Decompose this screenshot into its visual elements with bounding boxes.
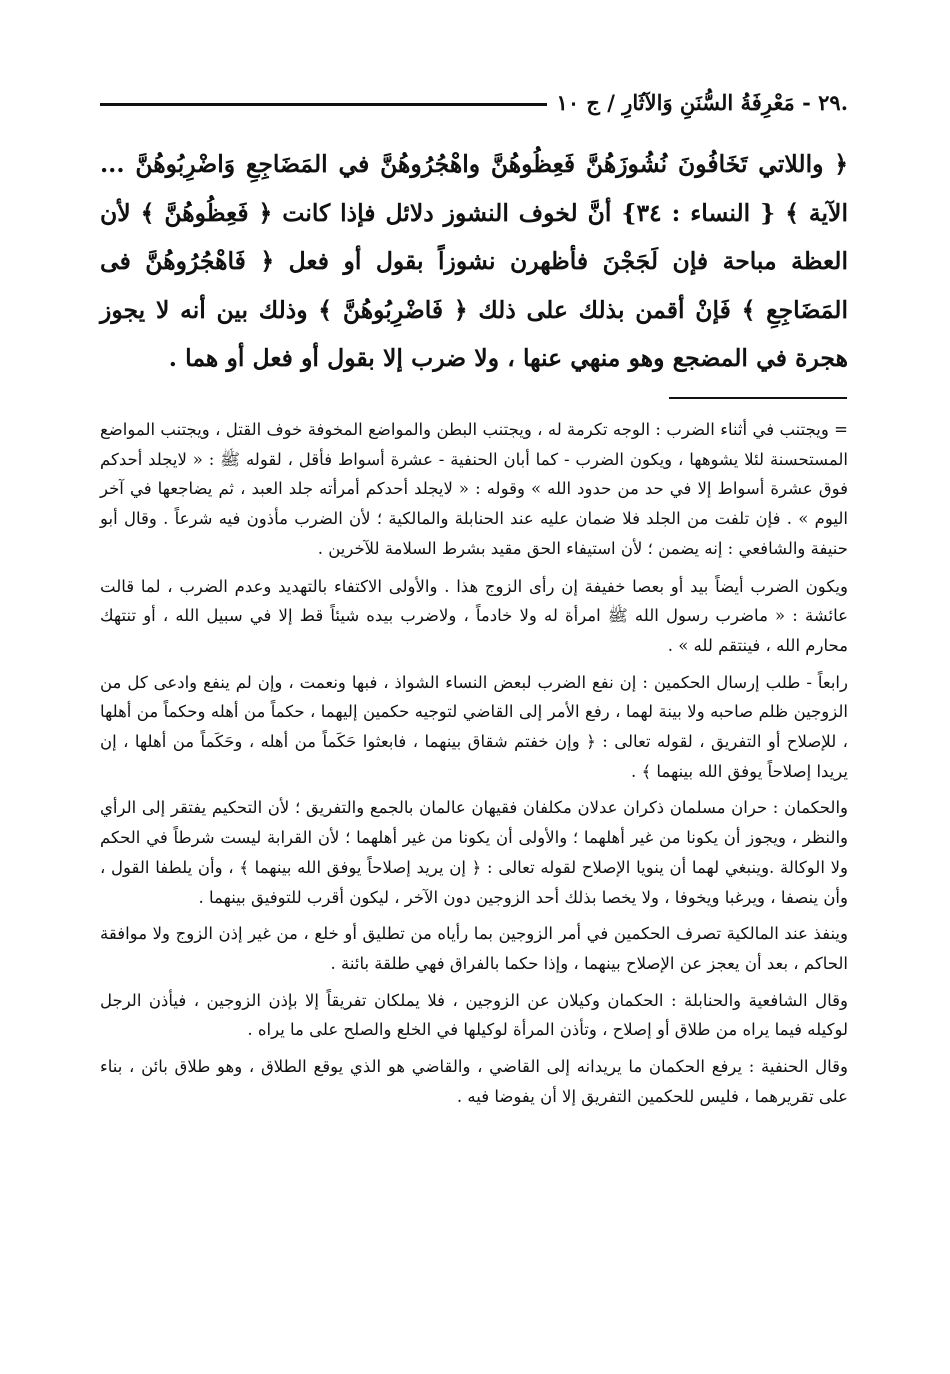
page-header <box>100 76 848 128</box>
footnote-section <box>100 415 848 1118</box>
footnote-paragraph: ويكون الضرب أيضاً بيد أو بعصا خفيفة إن رأى الزوج هذا . والأولى الاكتفاء بالتهديد وعدم الضرب ، لما قالت عائشة : « ماضرب رسول الله ﷺ امرأة له ولا خادماً ، ولاضرب بيده شيئاً قط إلا في سبيل الله ، أو تنتهك محارم الله ، فينتقم لله » . <box>100 576 848 655</box>
footnote-paragraph: رابعاً - طلب إرسال الحكمين : إن نفع الضرب لبعض النساء الشواذ ، فبها ونعمت ، وإن لم ينفع وادعى كل من الزوجين ظلم صاحبه ولا بينة لهما ، رفع الأمر إلى القاضي لتوجيه حكمين إليهما ، حكماً من أهله وحكماً من أهلها ، للإصلاح أو التفريق ، لقوله تعالى : ﴿ وإن خفتم شقاق بينهما ، فابعثوا حَكَماً من أهله ، وحَكَماً من أهلها ، إن يريدا إصلاحاً يوفق الله بينهما ﴾ . <box>100 672 848 781</box>
footnote-paragraph: وقال الشافعية والحنابلة : الحكمان وكيلان عن الزوجين ، فلا يملكان تفريقاً إلا بإذن الزوجين ، فيأذن الرجل لوكيله فيما يراه من طلاق أو إصلاح ، وتأذن المرأة لوكيلها في الخلع والصلح على ما يراه . <box>100 990 848 1040</box>
footnote-paragraph: وقال الحنفية : يرفع الحكمان ما يريدانه إلى القاضي ، والقاضي هو الذي يوقع الطلاق ، وهو طلاق بائن ، بناء على تقريرهما ، فليس للحكمين التفريق إلا أن يفوضا فيه . <box>100 1057 848 1106</box>
footnote-paragraph: وينفذ عند المالكية تصرف الحكمين في أمر الزوجين بما رأياه من تطليق أو خلع ، من غير إذن الزوج ولا موافقة الحاكم ، بعد أن يعجز عن الإصلاح بينهما ، وإذا حكما بالفراق فهي طلقة بائنة . <box>100 924 848 973</box>
header-rule <box>100 103 547 106</box>
footnote-paragraph: والحكمان : حران مسلمان ذكران عدلان مكلفان فقيهان عالمان بالجمع والتفريق ؛ لأن التحكيم يفتقر إلى الرأي والنظر ، ويجوز أن يكونا من غير أهلهما ؛ والأولى أن يكونا من غير أهلهما ؛ لأن القرابة ليست شرطاً في الحكم ولا الوكالة .وينبغي لهما أن ينويا الإصلاح لقوله تعالى : ﴿ إن يريد إصلاحاً يوفق الله بينهما ﴾ ، وأن يلطفا القول ، وأن ينصفا ، ويرغبا ويخوفا ، ولا يخصا بذلك أحد الزوجين دون الآخر ، ليكون أقرب للتوفيق بينهما . <box>100 798 848 907</box>
main-text <box>100 140 848 383</box>
footnote-paragraph: = ويجتنب في أثناء الضرب : الوجه تكرمة له ، ويجتنب البطن والمواضع المخوفة خوف القتل ، ويجتنب المواضع المستحسنة لئلا يشوهها ، ويكون الضرب - كما أبان الحنفية - عشرة أسواط فأقل ، لقوله ﷺ : « لايجلد أحدكم فوق عشرة أسواط إلا في حد من حدود الله » وقوله : « لايجلد أحدكم أمرأته جلد العبد ، ثم يضاجعها في آخر اليوم » . فإن تلفت من الجلد فلا ضمان عليه عند الحنابلة والمالكية ؛ لأن الضرب مأذون فيه شرعاً . وقال أبو حنيفة والشافعي : إنه يضمن ؛ لأن استيفاء الحق مقيد بشرط السلامة للآخرين . <box>100 420 849 558</box>
main-paragraph: ﴿ واللاتي تَخَافُونَ نُشُوزَهُنَّ فَعِظُوهُنَّ واهْجُرُوهُنَّ في المَضَاجِعِ وَاضْرِبُوهُنَّ ... الآية ﴾ { النساء : ٣٤} أنَّ لخوف النشوز دلائل فإذا كانت ﴿ فَعِظُوهُنَّ ﴾ لأن العظة مباحة فإن لَجَجْنَ فأظهرن نشوزاً بقول أو فعل ﴿ فَاهْجُرُوهُنَّ فى المَضَاجِعِ ﴾ فَإنْ أقمن بذلك على ذلك ﴿ فَاضْرِبُوهُنَّ ﴾ وذلك بين أنه لا يجوز هجرة في المضجع وهو منهي عنها ، ولا ضرب إلا بقول أو فعل أو هما . <box>100 150 848 372</box>
running-header: .٢٩ - مَعْرِفَةُ السُّنَنِ وَالآثَارِ / ج ١٠ <box>556 89 848 115</box>
footnote-divider <box>669 397 847 399</box>
